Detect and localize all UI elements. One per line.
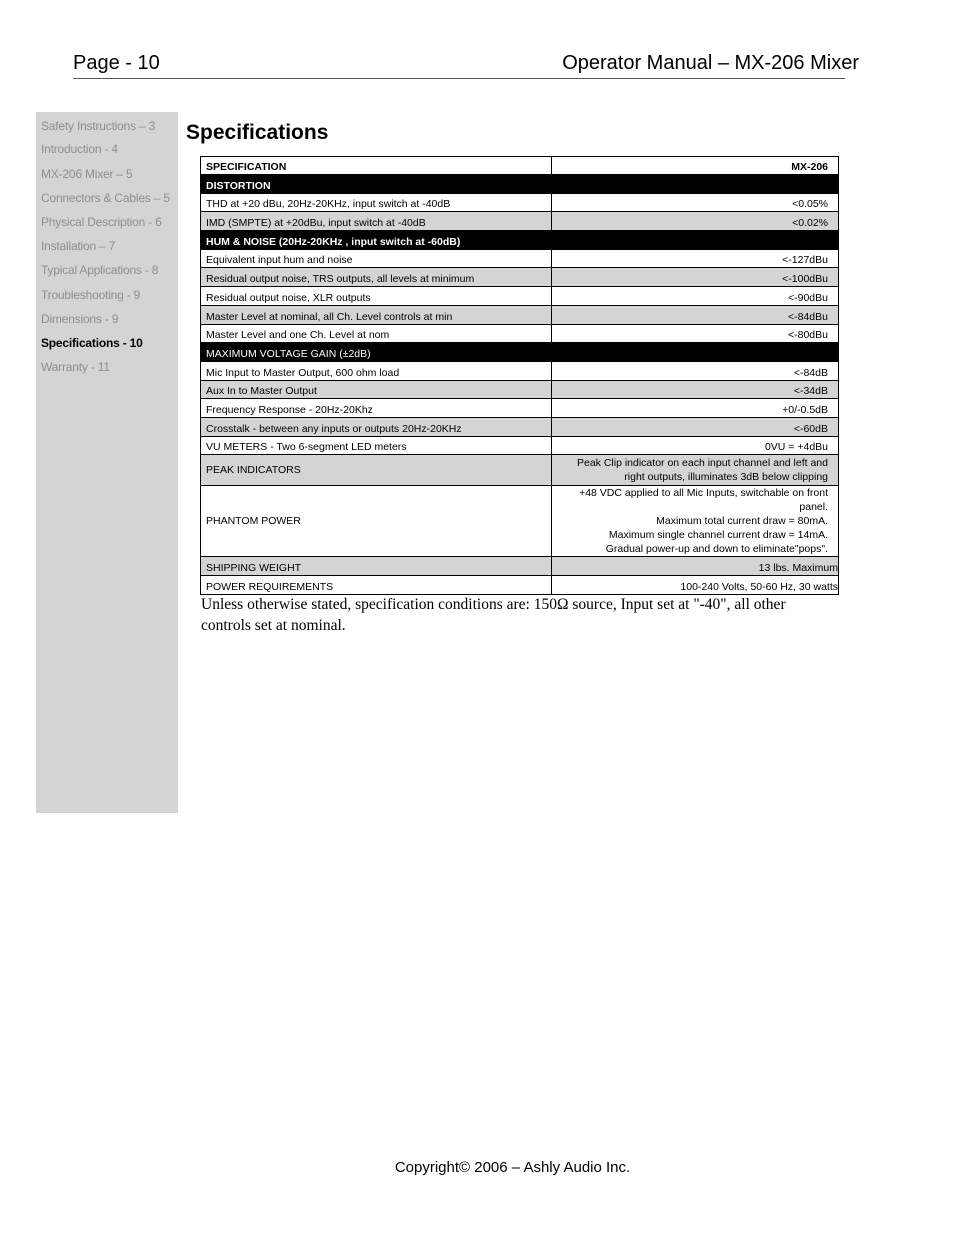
spec-label: IMD (SMPTE) at +20dBu, input switch at -40dB — [201, 212, 552, 231]
toc-item-installation[interactable]: Installation – 7 — [41, 239, 116, 253]
section-row — [201, 231, 839, 250]
spec-value-line: Maximum single channel current draw = 14mA. — [608, 529, 828, 542]
spec-column-header: SPECIFICATION — [201, 157, 552, 175]
spec-row — [201, 557, 839, 576]
toc-item-safety[interactable]: Safety Instructions – 3 — [41, 119, 156, 133]
spec-row — [201, 268, 839, 287]
toc-item-troubleshooting[interactable]: Troubleshooting - 9 — [41, 288, 141, 302]
spec-value-line: Maximum total current draw = 80mA. — [656, 515, 828, 528]
section-row — [201, 175, 839, 194]
spec-table — [200, 156, 839, 595]
model-column-header: MX-206 — [552, 157, 839, 175]
spec-value: 13 lbs. Maximum — [552, 557, 839, 576]
spec-value — [552, 343, 839, 362]
spec-conditions-note: Unless otherwise stated, specification conditions are: 150Ω source, Input set at "-40", all other controls set at nominal. — [201, 596, 786, 634]
spec-value-line: +48 VDC applied to all Mic Inputs, switchable on front panel. — [579, 487, 828, 514]
spec-value — [552, 175, 839, 194]
spec-label: MAXIMUM VOLTAGE GAIN (±2dB) — [201, 343, 552, 362]
spec-label: HUM & NOISE (20Hz-20KHz , input switch at -60dB) — [201, 231, 552, 250]
toc-item-introduction[interactable]: Introduction - 4 — [41, 142, 118, 156]
spec-value: <-90dBu — [552, 287, 839, 306]
spec-value — [552, 486, 839, 557]
spec-row — [201, 249, 839, 268]
spec-value: <0.02% — [552, 212, 839, 231]
spec-value: <-84dB — [552, 361, 839, 380]
section-title: Specifications — [186, 121, 329, 144]
page-number: Page - 10 — [73, 52, 160, 74]
spec-value-line: Gradual power-up and down to eliminate"pops". — [605, 543, 828, 556]
spec-value: <-127dBu — [552, 249, 839, 268]
spec-row — [201, 380, 839, 399]
spec-label: Residual output noise, TRS outputs, all levels at minimum — [201, 268, 552, 287]
spec-row — [201, 324, 839, 343]
spec-row — [201, 212, 839, 231]
spec-label: VU METERS - Two 6-segment LED meters — [201, 436, 552, 455]
toc-item-warranty[interactable]: Warranty - 11 — [41, 360, 110, 374]
spec-table-header — [201, 157, 839, 175]
toc-sidebar — [36, 112, 178, 813]
spec-label: DISTORTION — [201, 175, 552, 194]
spec-row — [201, 305, 839, 324]
toc-item-mixer[interactable]: MX-206 Mixer – 5 — [41, 167, 133, 181]
spec-value: <-100dBu — [552, 268, 839, 287]
spec-value: Peak Clip indicator on each input channel and left and right outputs, illuminates 3dB below clipping — [552, 455, 839, 486]
spec-value: 100-240 Volts, 50-60 Hz, 30 watts — [552, 576, 839, 595]
spec-row — [201, 399, 839, 418]
spec-value: +0/-0.5dB — [552, 399, 839, 418]
spec-value — [552, 231, 839, 250]
spec-row — [201, 486, 839, 557]
spec-row — [201, 287, 839, 306]
spec-label: THD at +20 dBu, 20Hz-20KHz, input switch at -40dB — [201, 193, 552, 212]
spec-row — [201, 436, 839, 455]
spec-label: Aux In to Master Output — [201, 380, 552, 399]
toc-item-dimensions[interactable]: Dimensions - 9 — [41, 312, 119, 326]
spec-value: <-84dBu — [552, 305, 839, 324]
spec-row — [201, 417, 839, 436]
section-row — [201, 343, 839, 362]
spec-label: Master Level at nominal, all Ch. Level controls at min — [201, 305, 552, 324]
spec-label: Residual output noise, XLR outputs — [201, 287, 552, 306]
toc-item-specifications[interactable]: Specifications - 10 — [41, 336, 143, 350]
spec-label: Equivalent input hum and noise — [201, 249, 552, 268]
copyright-footer: Copyright© 2006 – Ashly Audio Inc. — [394, 1159, 631, 1176]
spec-row — [201, 361, 839, 380]
spec-label: PHANTOM POWER — [201, 486, 552, 557]
spec-value: <-80dBu — [552, 324, 839, 343]
spec-label: Master Level and one Ch. Level at nom — [201, 324, 552, 343]
toc-item-connectors[interactable]: Connectors & Cables – 5 — [41, 191, 170, 205]
spec-label: POWER REQUIREMENTS — [201, 576, 552, 595]
spec-label: PEAK INDICATORS — [201, 455, 552, 486]
spec-row — [201, 576, 839, 595]
spec-value: 0VU = +4dBu — [552, 436, 839, 455]
toc-item-physical[interactable]: Physical Description - 6 — [41, 215, 162, 229]
spec-row — [201, 455, 839, 486]
spec-label: SHIPPING WEIGHT — [201, 557, 552, 576]
spec-label: Mic Input to Master Output, 600 ohm load — [201, 361, 552, 380]
spec-value: <-34dB — [552, 380, 839, 399]
spec-row — [201, 193, 839, 212]
spec-value: <0.05% — [552, 193, 839, 212]
spec-label: Crosstalk - between any inputs or outputs 20Hz-20KHz — [201, 417, 552, 436]
toc-item-applications[interactable]: Typical Applications - 8 — [41, 263, 159, 277]
page-header — [73, 52, 859, 79]
spec-value: <-60dB — [552, 417, 839, 436]
spec-label: Frequency Response - 20Hz-20Khz — [201, 399, 552, 418]
manual-title: Operator Manual – MX-206 Mixer — [562, 52, 859, 74]
